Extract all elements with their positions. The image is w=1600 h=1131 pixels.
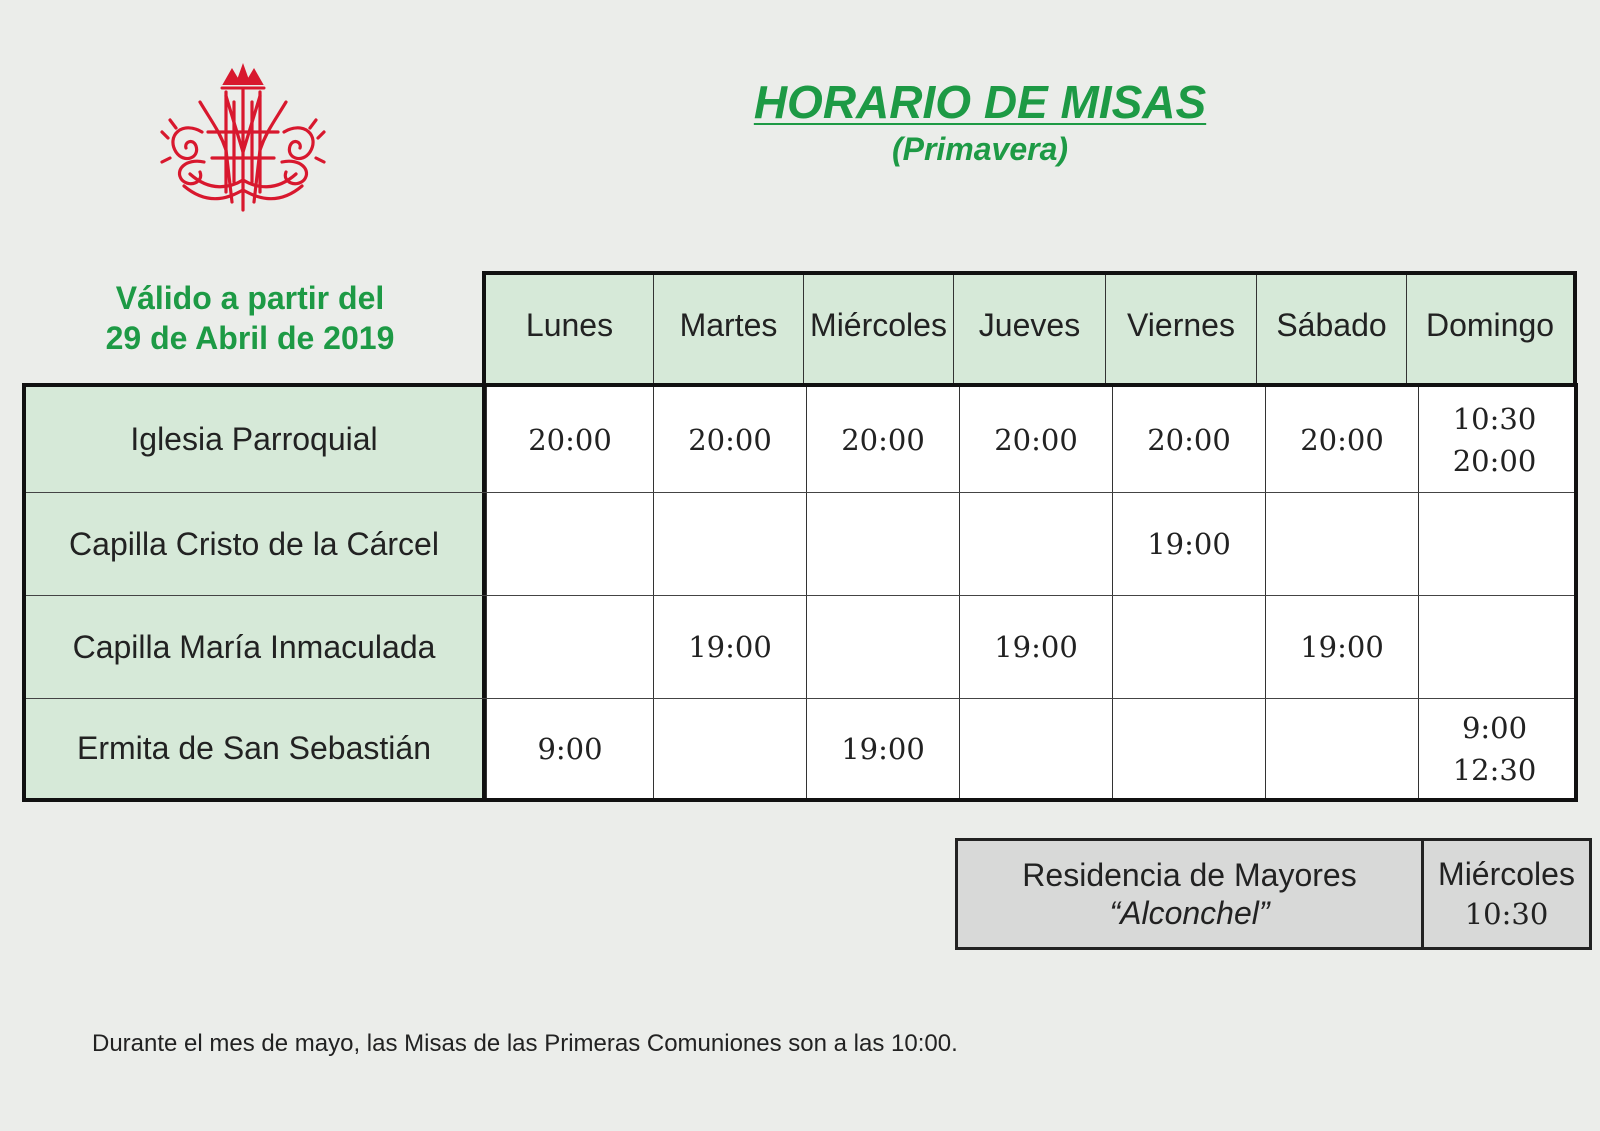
time-cell: [806, 387, 959, 492]
time-value: 19:00: [841, 731, 925, 766]
time-cell: [486, 493, 653, 595]
time-value: 12:30: [1452, 752, 1537, 787]
time-cell: [1418, 596, 1570, 698]
residence-name: [958, 841, 1424, 947]
place-name: Capilla Cristo de la Cárcel: [26, 493, 486, 595]
day-header-martes: Martes: [653, 275, 803, 384]
time-cell: [1112, 387, 1265, 492]
time-value: 20:00: [1147, 422, 1231, 457]
page-title: HORARIO DE MISAS: [753, 76, 1207, 128]
footnote: Durante el mes de mayo, las Misas de las Primeras Comuniones son a las 10:00.: [92, 1030, 958, 1057]
table-row: [26, 595, 1574, 698]
time-cell: [1265, 596, 1418, 698]
days-header: [482, 271, 1577, 384]
place-name: Capilla María Inmaculada: [26, 596, 486, 698]
time-cell: [1265, 493, 1418, 595]
time-value: 19:00: [1300, 630, 1384, 664]
time-cell: [486, 699, 653, 798]
time-cell: [653, 493, 806, 595]
time-cell: [1418, 387, 1570, 492]
time-cell: [959, 493, 1112, 595]
time-value: 20:00: [1452, 443, 1537, 478]
table-row: [26, 387, 1574, 492]
validity-notice: [40, 278, 460, 358]
time-value: 20:00: [994, 422, 1078, 457]
time-value: 19:00: [994, 630, 1078, 664]
time-cell: [1265, 387, 1418, 492]
table-row: [26, 492, 1574, 595]
residence-day: Miércoles: [1438, 856, 1575, 892]
day-header-sabado: Sábado: [1256, 275, 1406, 384]
time-cell: [959, 699, 1112, 798]
marian-monogram-icon: [160, 62, 326, 214]
time-cell: [1418, 699, 1570, 798]
place-name: Ermita de San Sebastián: [26, 699, 486, 798]
validity-line-2: 29 de Abril de 2019: [105, 320, 395, 356]
day-header-domingo: Domingo: [1406, 275, 1573, 384]
time-value: 20:00: [1300, 422, 1384, 457]
time-cell: [653, 387, 806, 492]
time-value: 10:30: [1452, 401, 1537, 436]
time-value: 19:00: [1147, 527, 1231, 561]
time-cell: [1418, 493, 1570, 595]
time-cell: [959, 387, 1112, 492]
residence-time: 10:30: [1464, 897, 1549, 931]
time-cell: [1112, 493, 1265, 595]
time-value: 20:00: [841, 422, 925, 457]
time-cell: [486, 596, 653, 698]
time-value: 20:00: [688, 422, 772, 457]
day-header-viernes: Viernes: [1105, 275, 1256, 384]
time-cell: [806, 493, 959, 595]
day-header-lunes: Lunes: [525, 307, 614, 343]
time-cell: [806, 699, 959, 798]
day-header-miercoles: Miércoles: [803, 275, 953, 384]
schedule-table: [22, 383, 1578, 802]
validity-line-1: Válido a partir del: [115, 280, 385, 316]
time-cell: [1265, 699, 1418, 798]
table-row: [26, 698, 1574, 798]
time-cell: [806, 596, 959, 698]
time-value: 9:00: [1461, 710, 1528, 745]
time-value: 9:00: [537, 731, 603, 766]
residence-name-line-1: Residencia de Mayores: [1022, 857, 1357, 893]
page-subtitle: (Primavera): [891, 131, 1069, 167]
time-cell: [1112, 596, 1265, 698]
time-cell: [653, 699, 806, 798]
time-cell: [1112, 699, 1265, 798]
residence-table: [955, 838, 1592, 950]
time-value: 19:00: [688, 630, 772, 664]
time-cell: [653, 596, 806, 698]
place-name: Iglesia Parroquial: [26, 387, 486, 492]
time-value: 20:00: [528, 422, 612, 457]
day-header-jueves: Jueves: [953, 275, 1105, 384]
residence-schedule: [1424, 841, 1589, 947]
residence-name-line-2: “Alconchel”: [1109, 895, 1270, 931]
time-cell: [959, 596, 1112, 698]
time-cell: [486, 387, 653, 492]
